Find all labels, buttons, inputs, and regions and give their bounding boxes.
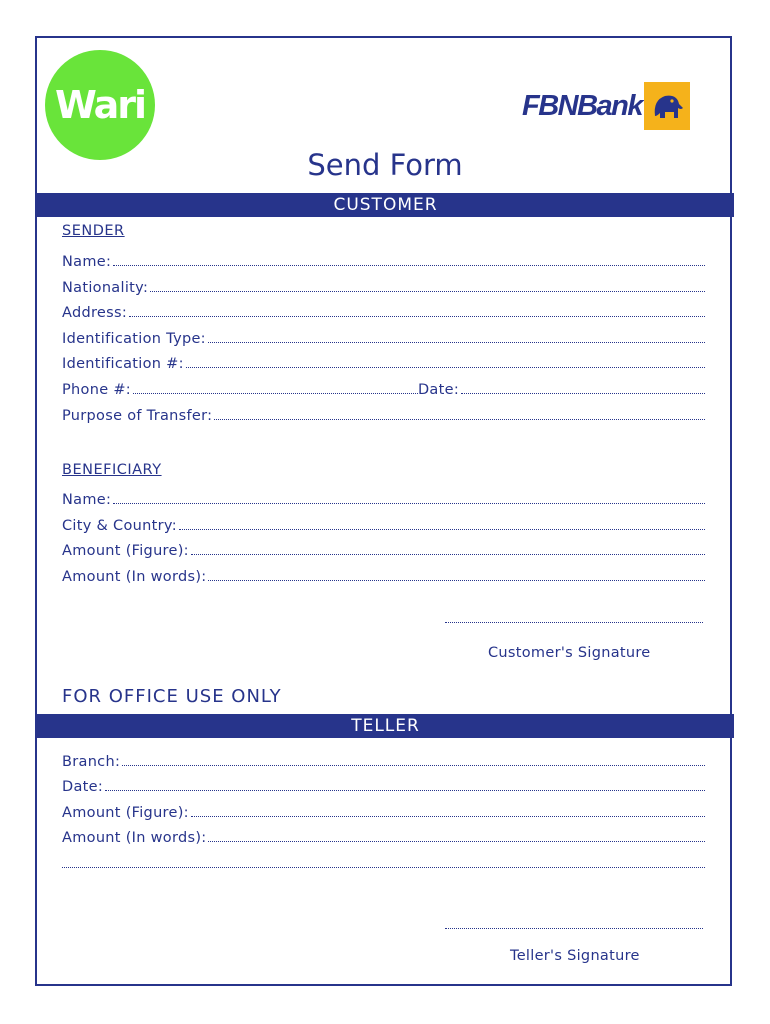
sender-name-field[interactable] [62,250,705,270]
office-use-heading: FOR OFFICE USE ONLY [62,686,282,707]
beneficiary-amount-figure-line[interactable] [191,554,705,555]
sender-id-type-label: Identification Type: [62,331,206,347]
wari-logo-text: Wari [55,83,145,127]
elephant-icon [644,82,690,130]
customer-signature-line[interactable] [445,622,703,623]
beneficiary-name-line[interactable] [113,503,705,504]
sender-phone-label: Phone #: [62,382,131,398]
sender-purpose-label: Purpose of Transfer: [62,408,213,424]
sender-purpose-line[interactable] [214,419,705,420]
beneficiary-amount-words-label: Amount (In words): [62,569,207,585]
form-title: Send Form [307,148,463,182]
beneficiary-city-label: City & Country: [62,518,177,534]
beneficiary-city-field[interactable] [62,514,705,534]
sender-address-label: Address: [62,305,128,321]
beneficiary-city-line[interactable] [179,529,705,530]
sender-id-number-line[interactable] [186,367,705,368]
teller-amount-words-field[interactable] [62,826,705,846]
sender-heading: SENDER [62,223,125,239]
sender-id-number-label: Identification #: [62,356,184,372]
sender-address-field[interactable] [62,301,705,321]
fbn-logo-text: FBNBank [522,89,643,122]
sender-date-line[interactable] [461,393,705,394]
sender-id-type-field[interactable] [62,327,705,347]
fbn-logo [522,80,690,132]
beneficiary-heading: BENEFICIARY [62,462,162,478]
sender-name-line[interactable] [113,265,705,266]
teller-branch-line[interactable] [122,765,705,766]
teller-date-field[interactable] [62,775,705,795]
teller-band: TELLER [37,714,734,738]
beneficiary-amount-words-field[interactable] [62,565,705,585]
teller-date-line[interactable] [105,790,705,791]
beneficiary-amount-figure-field[interactable] [62,539,705,559]
beneficiary-amount-figure-label: Amount (Figure): [62,543,189,559]
teller-signature-line[interactable] [445,928,703,929]
teller-branch-field[interactable] [62,750,705,770]
sender-phone-line[interactable] [133,393,418,394]
teller-branch-label: Branch: [62,754,121,770]
teller-signature-label: Teller's Signature [510,948,640,964]
customer-signature-label: Customer's Signature [488,645,651,661]
teller-amount-figure-field[interactable] [62,801,705,821]
beneficiary-name-label: Name: [62,492,112,508]
sender-phone-date-field[interactable] [62,378,705,398]
sender-nationality-label: Nationality: [62,280,149,296]
customer-band: CUSTOMER [37,193,734,217]
sender-nationality-field[interactable] [62,276,705,296]
teller-amount-figure-line[interactable] [191,816,705,817]
beneficiary-amount-words-line[interactable] [208,580,705,581]
teller-date-label: Date: [62,779,104,795]
teller-amount-words-line[interactable] [208,841,705,842]
teller-extra-line[interactable] [62,867,705,868]
sender-name-label: Name: [62,254,112,270]
teller-extra-field[interactable] [62,852,705,872]
teller-amount-words-label: Amount (In words): [62,830,207,846]
wari-logo [45,50,155,160]
beneficiary-name-field[interactable] [62,488,705,508]
sender-date-label: Date: [417,382,460,398]
teller-amount-figure-label: Amount (Figure): [62,805,189,821]
sender-id-number-field[interactable] [62,352,705,372]
sender-id-type-line[interactable] [208,342,705,343]
sender-nationality-line[interactable] [150,291,705,292]
sender-purpose-field[interactable] [62,404,705,424]
sender-address-line[interactable] [129,316,705,317]
